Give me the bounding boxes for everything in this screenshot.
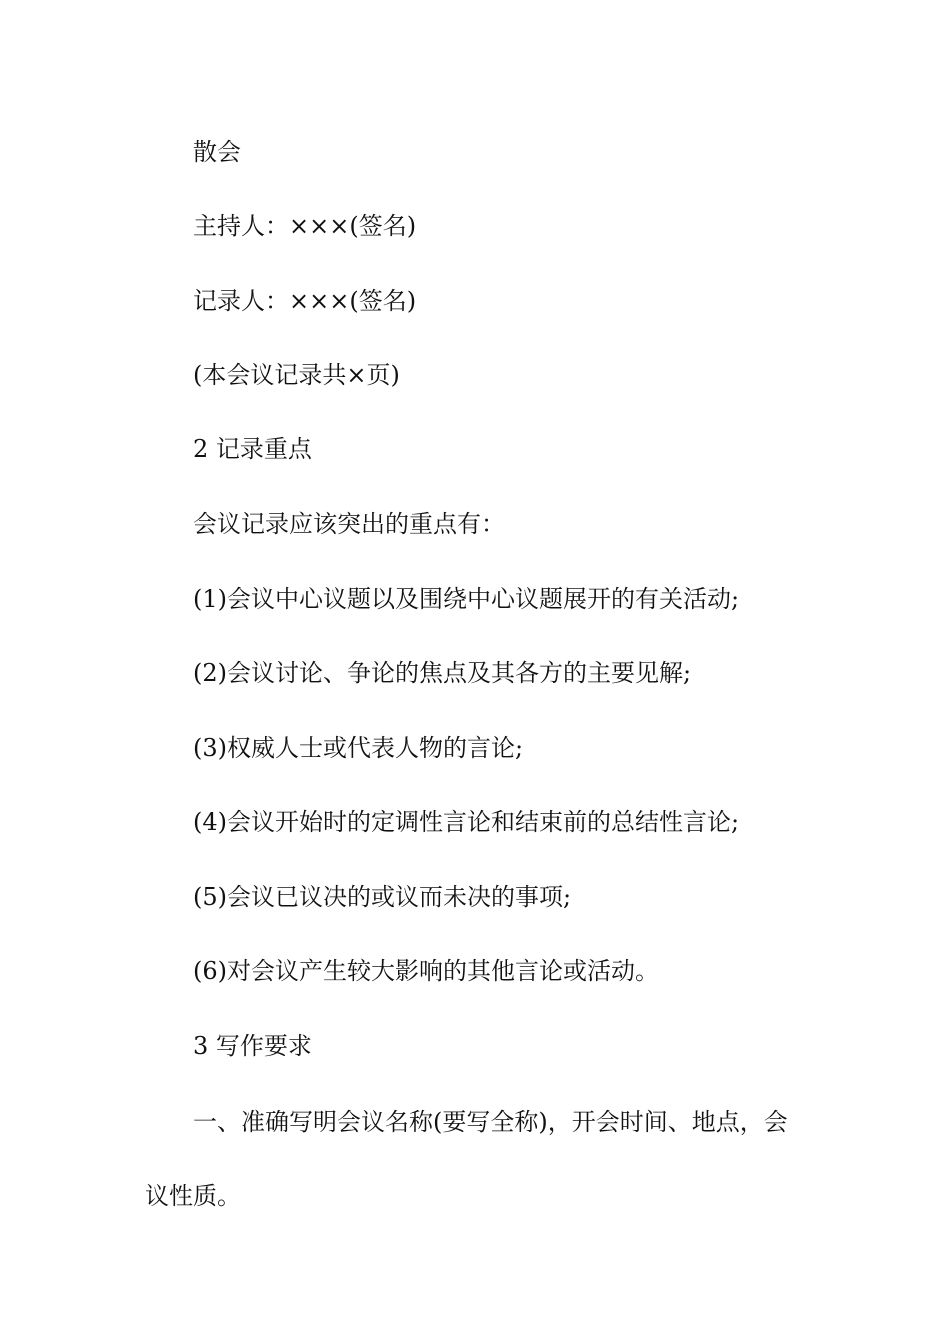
recorder-signature-line: 记录人：×××(签名) [193,287,417,315]
section-heading-3: 3 写作要求 [193,1032,312,1060]
paragraph-requirement-1: 一、准确写明会议名称(要写全称)，开会时间、地点，会 [193,1108,788,1136]
list-item-1: (1)会议中心议题以及围绕中心议题展开的有关活动; [193,585,740,613]
list-item-2: (2)会议讨论、争论的焦点及其各方的主要见解; [193,659,692,687]
list-item-6: (6)对会议产生较大影响的其他言论或活动。 [193,957,659,985]
list-item-5: (5)会议已议决的或议而未决的事项; [193,883,572,911]
host-signature-line: 主持人：×××(签名) [193,212,417,240]
section-heading-2: 2 记录重点 [193,435,312,463]
paragraph-requirement-1-continued: 议性质。 [145,1182,241,1210]
paragraph-intro: 会议记录应该突出的重点有： [193,510,505,538]
closing-line: 散会 [193,138,241,166]
list-item-4: (4)会议开始时的定调性言论和结束前的总结性言论; [193,808,740,836]
list-item-3: (3)权威人士或代表人物的言论; [193,734,524,762]
page-count-note: (本会议记录共×页) [193,361,400,389]
